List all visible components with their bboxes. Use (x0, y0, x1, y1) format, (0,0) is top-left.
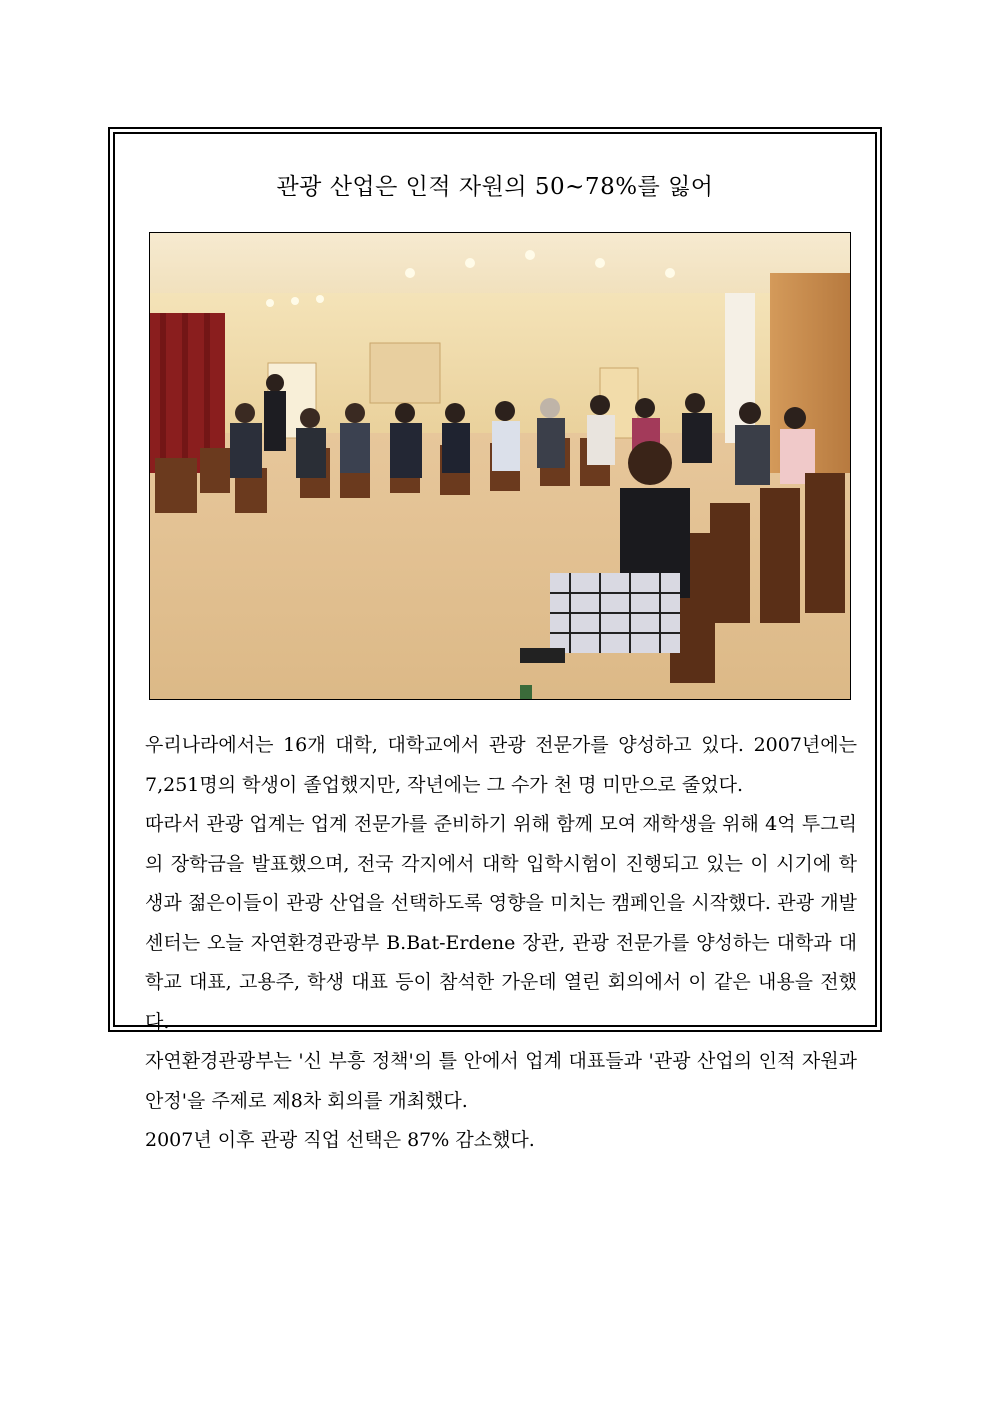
article-paragraph: 자연환경관광부는 '신 부흥 정책'의 틀 안에서 업계 대표들과 '관광 산업의 인적 자원과 안정'을 주제로 제8차 회의를 개최했다. (145, 1050, 857, 1112)
article-frame (108, 127, 882, 1151)
article-paragraph: 2007년 이후 관광 직업 선택은 87% 감소했다. (145, 1129, 535, 1151)
meeting-photo-illustration (150, 233, 850, 699)
meeting-photo (149, 232, 851, 700)
article-title: 관광 산업은 인적 자원의 50~78%를 잃어 (276, 174, 714, 200)
article-paragraph: 우리나라에서는 16개 대학, 대학교에서 관광 전문가를 양성하고 있다. 2007년에는 7,251명의 학생이 졸업했지만, 작년에는 그 수가 천 명 미만으로 줄었다. (145, 734, 857, 796)
article-body (145, 726, 857, 1161)
article-frame-inner (113, 132, 877, 1151)
article-paragraph: 따라서 관광 업계는 업계 전문가를 준비하기 위해 함께 모여 재학생을 위해 4억 투그릭의 장학금을 발표했으며, 전국 각지에서 대학 입학시험이 진행되고 있는 이 시기에 학생과 젊은이들이 관광 산업을 선택하도록 영향을 미치는 캠페인을 시작했다. 관광 개발센터는 오늘 자연환경관광부 B.Bat-Erdene 장관, 관광 전문가를 양성하는 대학과 대학교 대표, 고용주, 학생 대표 등이 참석한 가운데 열린 회의에서 이 같은 내용을 전했다. (145, 813, 857, 1033)
